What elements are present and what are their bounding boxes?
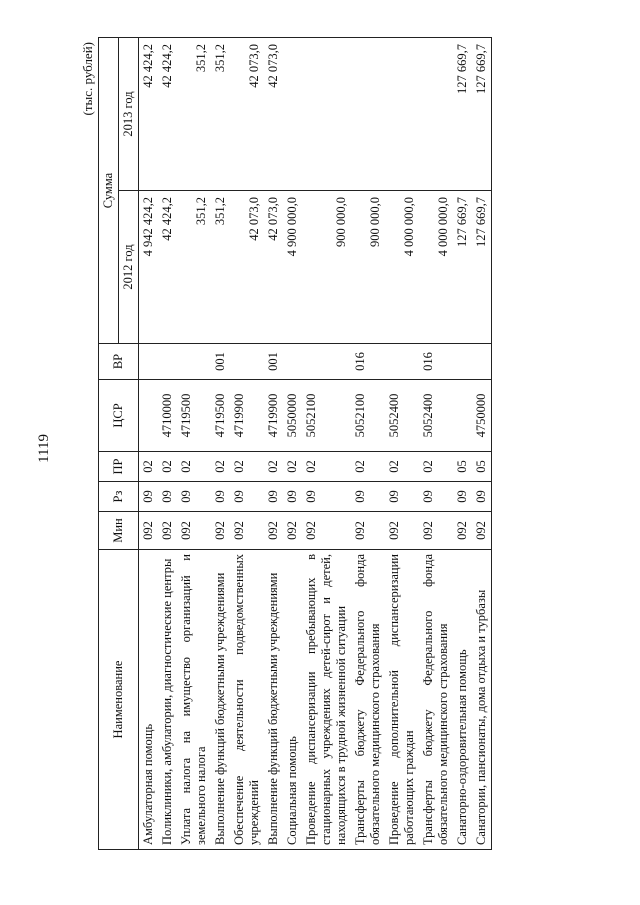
header-2012: 2012 год <box>119 191 139 344</box>
rotated-sheet <box>80 38 583 850</box>
row-sum-2013: 351,2 <box>211 38 230 191</box>
header-min: Мин <box>99 512 139 550</box>
row-pr: 05 <box>453 452 472 482</box>
row-vr <box>453 344 472 380</box>
row-min: 092 <box>453 512 472 550</box>
row-csr: 5052100 <box>351 380 385 452</box>
row-sum-2012: 4 942 424,2 <box>139 191 159 344</box>
row-sum-2012: 351,2 <box>211 191 230 344</box>
row-name: Проведение дополнительной диспансеризации работающих граждан <box>385 550 419 850</box>
row-sum-2013 <box>385 38 419 191</box>
row-rz: 09 <box>419 482 453 512</box>
row-min: 092 <box>385 512 419 550</box>
row-vr <box>177 344 211 380</box>
budget-table <box>98 37 492 850</box>
row-pr: 05 <box>472 452 492 482</box>
row-min: 092 <box>230 512 264 550</box>
row-vr <box>302 344 351 380</box>
row-name: Обеспечение деятельности подведомственных учреждений <box>230 550 264 850</box>
row-csr: 5050000 <box>283 380 302 452</box>
table-row <box>283 38 302 850</box>
table-row <box>351 38 385 850</box>
table-row <box>453 38 472 850</box>
row-vr: 001 <box>264 344 283 380</box>
row-min: 092 <box>139 512 159 550</box>
table-row <box>211 38 230 850</box>
header-name: Наименование <box>99 550 139 850</box>
row-sum-2013 <box>302 38 351 191</box>
row-name: Уплата налога на имущество организаций и земельного налога <box>177 550 211 850</box>
row-csr: 4719500 <box>211 380 230 452</box>
row-name: Санаторно-оздоровительная помощь <box>453 550 472 850</box>
row-vr <box>385 344 419 380</box>
row-vr <box>139 344 159 380</box>
table-row <box>177 38 211 850</box>
table-row <box>139 38 159 850</box>
row-sum-2012: 42 073,0 <box>230 191 264 344</box>
row-sum-2013: 127 669,7 <box>453 38 472 191</box>
row-vr: 001 <box>211 344 230 380</box>
table-row <box>385 38 419 850</box>
row-sum-2013: 351,2 <box>177 38 211 191</box>
row-sum-2012: 127 669,7 <box>472 191 492 344</box>
row-min: 092 <box>211 512 230 550</box>
row-pr: 02 <box>264 452 283 482</box>
table-row <box>472 38 492 850</box>
row-min: 092 <box>419 512 453 550</box>
row-pr: 02 <box>302 452 351 482</box>
row-sum-2012: 351,2 <box>177 191 211 344</box>
row-vr <box>283 344 302 380</box>
units-label: (тыс. рублей) <box>80 42 95 116</box>
table-row <box>302 38 351 850</box>
row-sum-2012: 42 073,0 <box>264 191 283 344</box>
page-number: 1119 <box>35 434 52 463</box>
row-pr: 02 <box>283 452 302 482</box>
row-min: 092 <box>283 512 302 550</box>
row-vr: 016 <box>419 344 453 380</box>
row-csr: 4710000 <box>158 380 177 452</box>
row-name: Амбулаторная помощь <box>139 550 159 850</box>
row-name: Выполнение функций бюджетными учреждениями <box>264 550 283 850</box>
row-pr: 02 <box>211 452 230 482</box>
row-sum-2012: 42 424,2 <box>158 191 177 344</box>
row-vr <box>472 344 492 380</box>
row-sum-2013: 127 669,7 <box>472 38 492 191</box>
row-rz: 09 <box>351 482 385 512</box>
row-sum-2013 <box>419 38 453 191</box>
row-min: 092 <box>158 512 177 550</box>
rotated-content <box>80 38 583 850</box>
row-sum-2012: 900 000,0 <box>302 191 351 344</box>
row-min: 092 <box>351 512 385 550</box>
row-rz: 09 <box>385 482 419 512</box>
row-sum-2013: 42 073,0 <box>230 38 264 191</box>
row-sum-2013 <box>351 38 385 191</box>
row-rz: 09 <box>139 482 159 512</box>
row-pr: 02 <box>158 452 177 482</box>
row-sum-2012: 4 900 000,0 <box>283 191 302 344</box>
header-csr: ЦСР <box>99 380 139 452</box>
row-rz: 09 <box>264 482 283 512</box>
row-name: Трансферты бюджету Федерального фонда обязательного медицинского страхования <box>351 550 385 850</box>
header-rz: Рз <box>99 482 139 512</box>
row-rz: 09 <box>453 482 472 512</box>
row-sum-2013: 42 424,2 <box>158 38 177 191</box>
row-name: Санатории, пансионаты, дома отдыха и турбазы <box>472 550 492 850</box>
row-csr: 4719900 <box>230 380 264 452</box>
row-pr: 02 <box>351 452 385 482</box>
row-name: Трансферты бюджету Федерального фонда обязательного медицинского страхования <box>419 550 453 850</box>
row-name: Поликлиники, амбулатории, диагностические центры <box>158 550 177 850</box>
row-pr: 02 <box>177 452 211 482</box>
row-rz: 09 <box>158 482 177 512</box>
row-sum-2012: 4 000 000,0 <box>385 191 419 344</box>
header-sum: Сумма <box>99 38 119 344</box>
row-rz: 09 <box>283 482 302 512</box>
header-pr: ПР <box>99 452 139 482</box>
row-min: 092 <box>264 512 283 550</box>
table-row <box>230 38 264 850</box>
table-row <box>264 38 283 850</box>
row-csr: 5052400 <box>419 380 453 452</box>
header-vr: ВР <box>99 344 139 380</box>
row-csr <box>139 380 159 452</box>
row-min: 092 <box>302 512 351 550</box>
row-sum-2013: 42 073,0 <box>264 38 283 191</box>
row-csr: 5052100 <box>302 380 351 452</box>
table-row <box>158 38 177 850</box>
row-rz: 09 <box>472 482 492 512</box>
row-min: 092 <box>177 512 211 550</box>
table-row <box>419 38 453 850</box>
row-sum-2013: 42 424,2 <box>139 38 159 191</box>
row-csr <box>453 380 472 452</box>
row-name: Проведение диспансеризации пребывающих в стационарных учреждениях детей-сирот и детей, находящихся в трудной жизненной ситуации <box>302 550 351 850</box>
row-sum-2012: 4 000 000,0 <box>419 191 453 344</box>
table-header <box>99 38 139 850</box>
row-csr: 4750000 <box>472 380 492 452</box>
row-name: Социальная помощь <box>283 550 302 850</box>
row-pr: 02 <box>385 452 419 482</box>
row-csr: 4719900 <box>264 380 283 452</box>
row-rz: 09 <box>177 482 211 512</box>
row-pr: 02 <box>230 452 264 482</box>
row-sum-2012: 127 669,7 <box>453 191 472 344</box>
row-sum-2012: 900 000,0 <box>351 191 385 344</box>
row-vr: 016 <box>351 344 385 380</box>
row-csr: 4719500 <box>177 380 211 452</box>
row-rz: 09 <box>211 482 230 512</box>
row-rz: 09 <box>230 482 264 512</box>
row-sum-2013 <box>283 38 302 191</box>
row-rz: 09 <box>302 482 351 512</box>
table-body <box>139 38 492 850</box>
row-vr <box>230 344 264 380</box>
header-2013: 2013 год <box>119 38 139 191</box>
row-csr: 5052400 <box>385 380 419 452</box>
row-pr: 02 <box>139 452 159 482</box>
row-min: 092 <box>472 512 492 550</box>
row-pr: 02 <box>419 452 453 482</box>
row-vr <box>158 344 177 380</box>
row-name: Выполнение функций бюджетными учреждениями <box>211 550 230 850</box>
